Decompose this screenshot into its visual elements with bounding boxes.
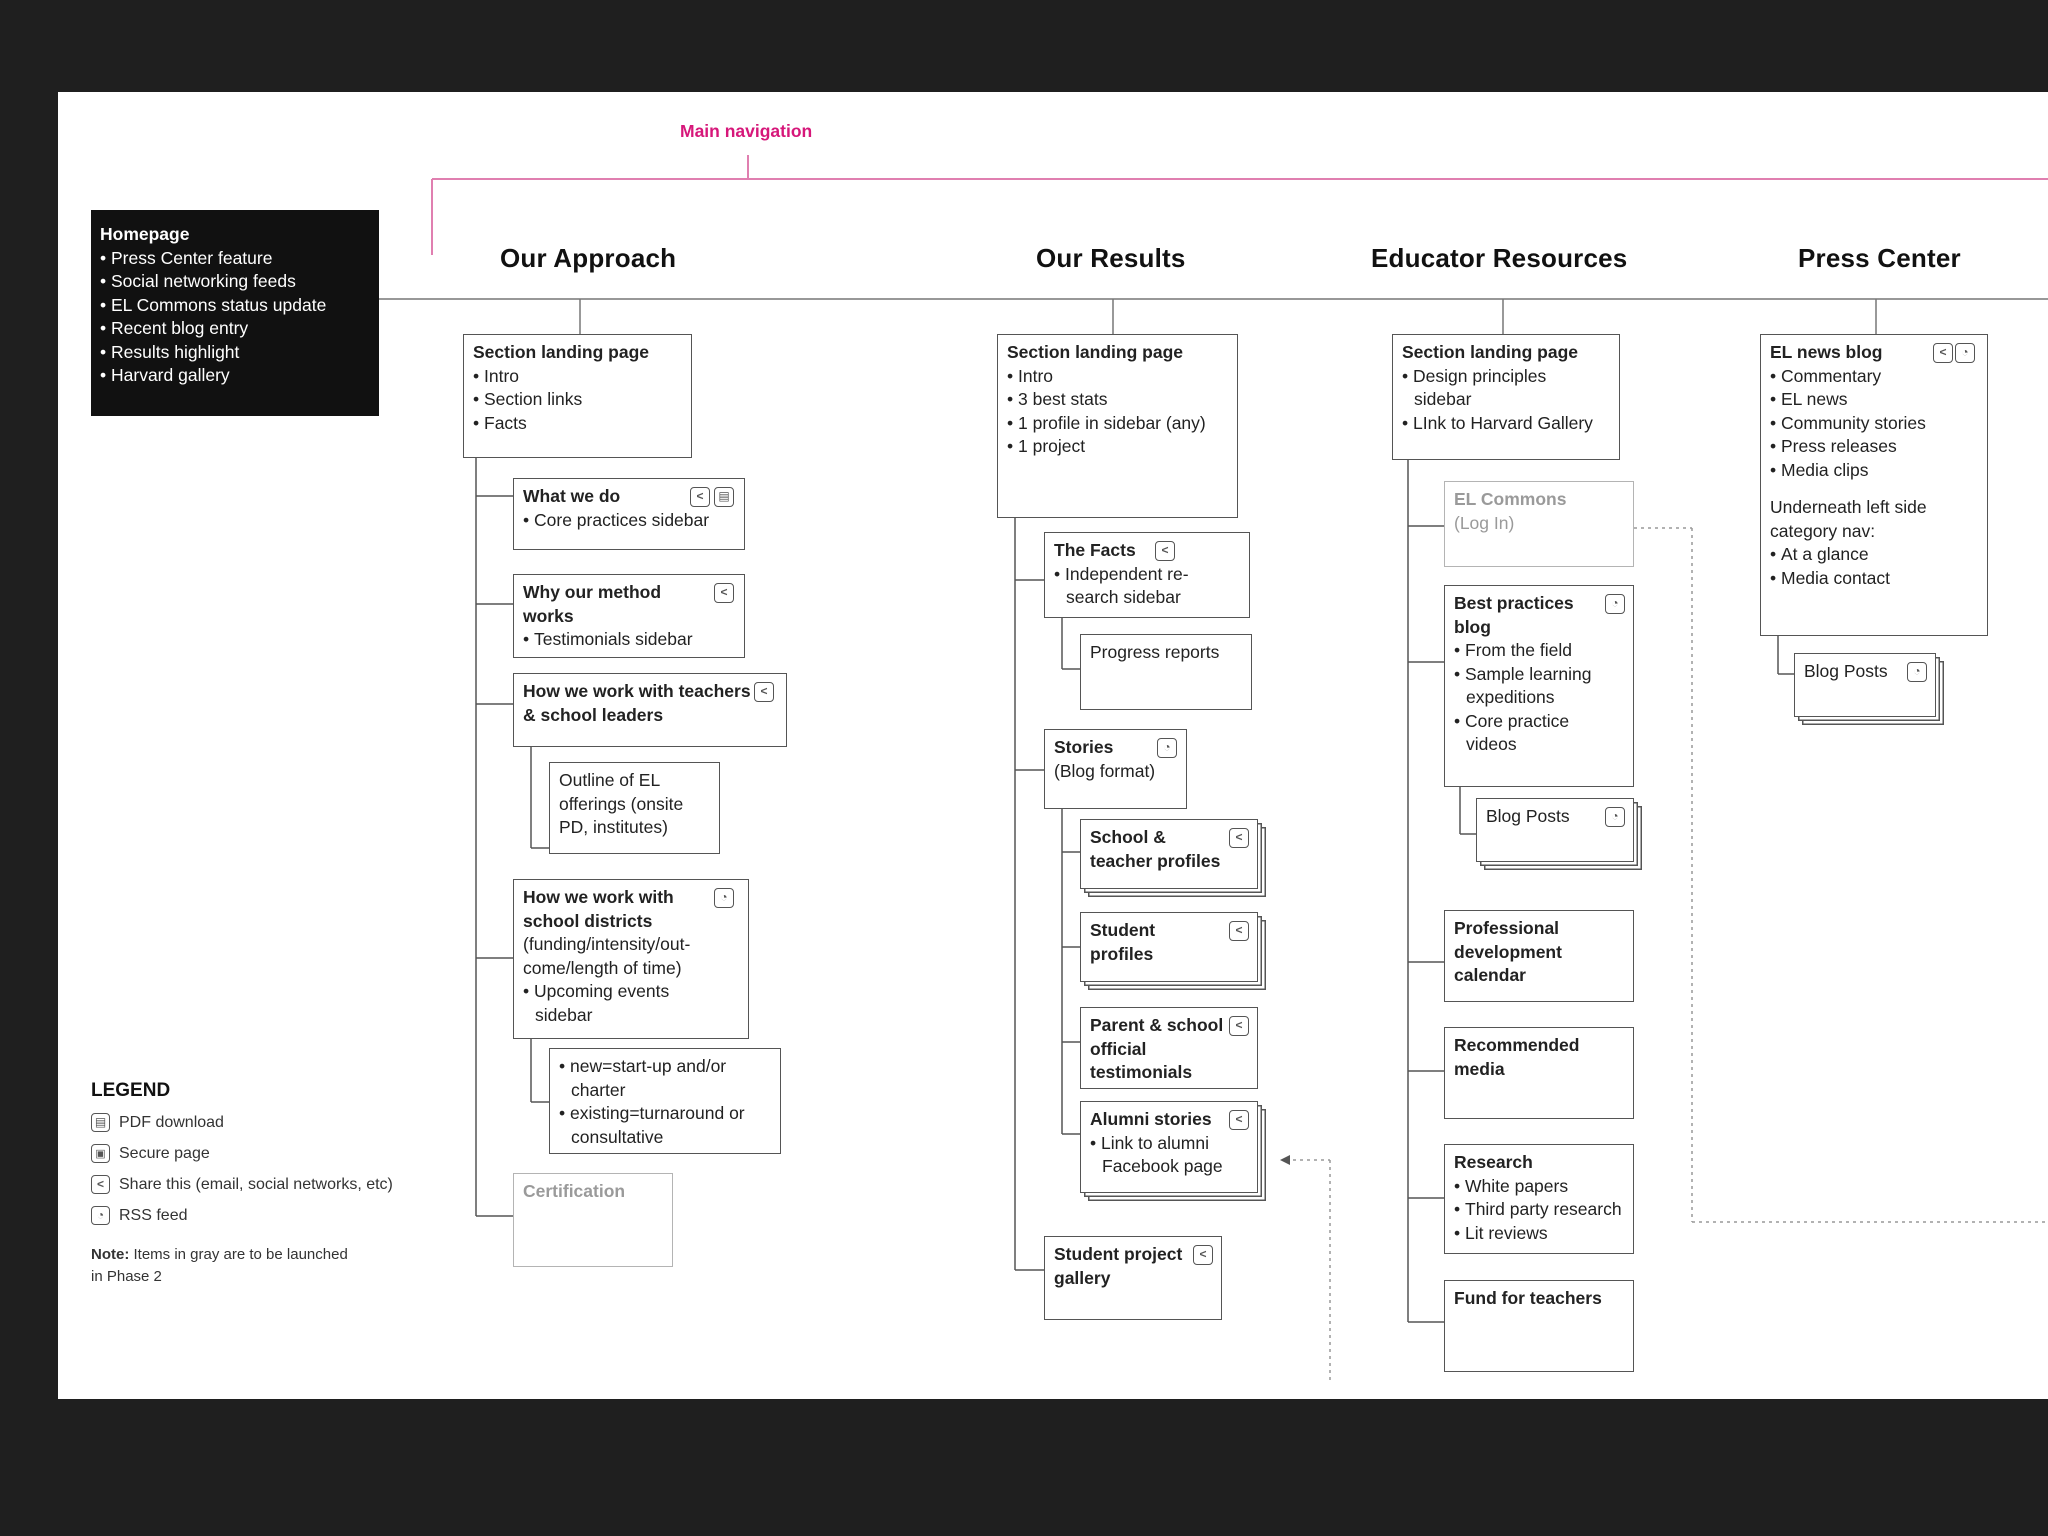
box-title: How we work with school districts [523, 887, 674, 931]
recommended-media-box[interactable] [1444, 1027, 1634, 1119]
legend-label: Secure page [119, 1145, 210, 1162]
box-item: • Commentary [1770, 365, 1978, 389]
box-title: How we work with teachers & school leaders [523, 681, 751, 725]
box-text: (Log In) [1454, 512, 1515, 533]
box-item: • Upcoming events sidebar [523, 980, 705, 1027]
box-item: • Section links [473, 388, 682, 412]
rss-icon[interactable] [1157, 738, 1177, 758]
main-navigation-label: Main navigation [680, 121, 813, 141]
el-offerings-outline-box[interactable] [549, 762, 720, 854]
what-we-do-box[interactable] [513, 478, 745, 550]
box-title: Research [1454, 1152, 1533, 1172]
box-item: • Intro [1007, 365, 1228, 389]
box-item: • 3 best stats [1007, 388, 1228, 412]
box-title: Why our method works [523, 582, 662, 626]
share-icon[interactable] [1229, 1110, 1249, 1130]
box-title: EL Commons [1454, 489, 1567, 509]
school-teacher-profiles-box[interactable] [1080, 819, 1258, 889]
box-item: • Media contact [1770, 567, 1978, 591]
box-item: • Design principles sidebar [1402, 365, 1584, 412]
homepage-item: • Social networking feeds [100, 270, 370, 294]
box-title: Student profiles [1090, 920, 1156, 964]
legend-label: RSS feed [119, 1207, 188, 1224]
box-title: Fund for teachers [1454, 1288, 1602, 1308]
certification-box[interactable] [513, 1173, 673, 1267]
share-icon[interactable] [1933, 343, 1953, 363]
box-title: EL news blog [1770, 342, 1883, 362]
share-icon [91, 1175, 110, 1194]
box-item: • Press releases [1770, 435, 1978, 459]
box-item: • EL news [1770, 388, 1978, 412]
box-text: Blog Posts [1804, 661, 1888, 681]
legend-row-share [91, 1174, 431, 1205]
el-commons-box[interactable] [1444, 481, 1634, 567]
box-title: Section landing page [473, 342, 649, 362]
pd-calendar-box[interactable] [1444, 910, 1634, 1002]
box-item: • Media clips [1770, 459, 1978, 483]
box-item: • Testimonials sidebar [523, 628, 735, 652]
box-item: • Third party research [1454, 1198, 1624, 1222]
why-our-method-works-box[interactable] [513, 574, 745, 658]
box-text: Progress reports [1090, 642, 1220, 662]
box-item: • new=start-up and/or charter [559, 1055, 771, 1102]
legend-label: PDF download [119, 1114, 224, 1131]
box-title: Parent & school official testimonials [1090, 1015, 1224, 1082]
box-title: Best practices blog [1454, 593, 1574, 637]
box-item: • Intro [473, 365, 682, 389]
section-educator-resources[interactable]: Educator Resources [1371, 243, 1628, 273]
student-profiles-box[interactable] [1080, 912, 1258, 982]
box-title: Stories [1054, 737, 1114, 757]
legend-row-secure [91, 1143, 431, 1174]
rss-icon[interactable] [1605, 807, 1625, 827]
box-title: Recommended media [1454, 1035, 1580, 1079]
box-title: Section landing page [1007, 342, 1183, 362]
the-facts-box[interactable] [1044, 532, 1250, 618]
homepage-title: Homepage [100, 224, 190, 244]
share-icon[interactable] [1229, 921, 1249, 941]
share-icon[interactable] [714, 583, 734, 603]
box-text: Outline of EL offerings (onsite PD, institutes) [559, 770, 684, 837]
box-item: • existing=turnaround or consultative [559, 1102, 771, 1149]
homepage-item: • Recent blog entry [100, 317, 370, 341]
best-practices-blog-box[interactable] [1444, 585, 1634, 787]
section-press-center[interactable]: Press Center [1798, 243, 1961, 273]
box-item: • Core practices sidebar [523, 509, 735, 533]
resources-blog-posts-box[interactable] [1476, 798, 1634, 862]
el-news-blog-box[interactable] [1760, 334, 1988, 636]
legend [91, 1080, 431, 1288]
homepage-item: • EL Commons status update [100, 294, 370, 318]
box-item: • From the field [1454, 639, 1624, 663]
pdf-icon[interactable] [714, 487, 734, 507]
box-title: What we do [523, 486, 621, 506]
stories-box[interactable] [1044, 729, 1187, 809]
new-existing-box[interactable] [549, 1048, 781, 1154]
box-item: • White papers [1454, 1175, 1624, 1199]
share-icon[interactable] [1155, 541, 1175, 561]
legend-label: Share this (email, social networks, etc) [119, 1176, 393, 1193]
box-item: • Lit reviews [1454, 1222, 1624, 1246]
sitemap-sheet [58, 92, 2048, 1399]
lock-icon [91, 1144, 110, 1163]
legend-row-rss [91, 1205, 431, 1236]
progress-reports-box[interactable] [1080, 634, 1252, 710]
parent-testimonials-box[interactable] [1080, 1007, 1258, 1089]
share-icon[interactable] [754, 682, 774, 702]
rss-icon[interactable] [714, 888, 734, 908]
box-text: (Blog format) [1054, 760, 1156, 781]
homepage-item: • Results highlight [100, 341, 370, 365]
approach-landing-box[interactable] [463, 334, 692, 458]
rss-icon[interactable] [1907, 662, 1927, 682]
box-title: The Facts [1054, 540, 1136, 560]
rss-icon [91, 1206, 110, 1225]
results-landing-box[interactable] [997, 334, 1238, 518]
box-text: (funding/intensity/out-come/length of time) [523, 934, 691, 978]
rss-icon[interactable] [1605, 594, 1625, 614]
legend-title: LEGEND [91, 1080, 171, 1101]
press-blog-posts-box[interactable] [1794, 653, 1936, 717]
student-project-gallery-box[interactable] [1044, 1236, 1222, 1320]
section-our-approach[interactable]: Our Approach [500, 243, 677, 273]
box-item: • Facts [473, 412, 682, 436]
section-our-results[interactable]: Our Results [1036, 243, 1186, 273]
box-item: • Link to alumni Facebook page [1090, 1132, 1252, 1179]
alumni-stories-box[interactable] [1080, 1101, 1258, 1193]
box-item: • At a glance [1770, 543, 1978, 567]
note-text: Items in gray are to be launched in Phase 2 [91, 1246, 348, 1285]
box-item: • Sample learning expeditions [1454, 663, 1626, 710]
share-icon[interactable] [1229, 1016, 1249, 1036]
share-icon[interactable] [1193, 1245, 1213, 1265]
pdf-icon [91, 1113, 110, 1132]
box-item: • Independent re-search sidebar [1054, 563, 1216, 610]
rss-icon[interactable] [1955, 343, 1975, 363]
legend-row-pdf [91, 1112, 431, 1143]
legend-note [91, 1244, 351, 1288]
box-item: • LInk to Harvard Gallery [1402, 412, 1610, 436]
share-icon[interactable] [690, 487, 710, 507]
note-label: Note: [91, 1246, 130, 1263]
box-text: Blog Posts [1486, 806, 1570, 826]
box-item: • 1 project [1007, 435, 1228, 459]
homepage-box[interactable] [91, 210, 379, 416]
box-title: Professional development calendar [1454, 918, 1562, 985]
box-item: • 1 profile in sidebar (any) [1007, 412, 1228, 436]
resources-landing-box[interactable] [1392, 334, 1620, 460]
homepage-item: • Harvard gallery [100, 364, 370, 388]
teachers-school-leaders-box[interactable] [513, 673, 787, 747]
box-text: Underneath left side category nav: [1770, 497, 1927, 541]
box-title: Section landing page [1402, 342, 1578, 362]
box-title: School & teacher profiles [1090, 827, 1221, 871]
research-box[interactable] [1444, 1144, 1634, 1254]
share-icon[interactable] [1229, 828, 1249, 848]
school-districts-box[interactable] [513, 879, 749, 1039]
box-item: • Core practice videos [1454, 710, 1606, 757]
fund-for-teachers-box[interactable] [1444, 1280, 1634, 1372]
homepage-item: • Press Center feature [100, 247, 370, 271]
box-title: Certification [523, 1181, 626, 1201]
box-item: • Community stories [1770, 412, 1978, 436]
box-title: Student project gallery [1054, 1244, 1183, 1288]
box-title: Alumni stories [1090, 1109, 1212, 1129]
